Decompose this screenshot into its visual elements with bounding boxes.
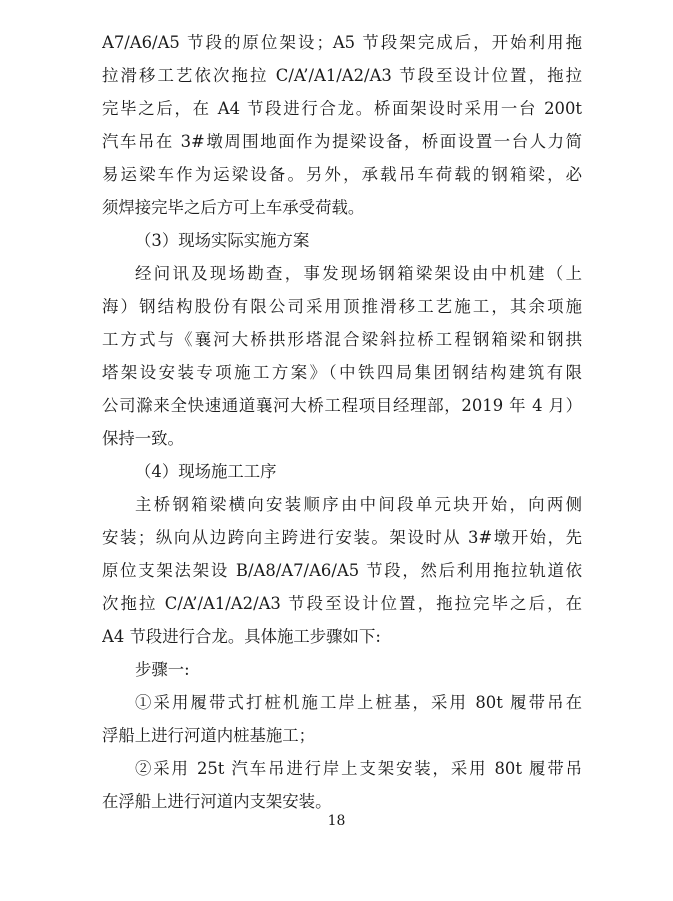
paragraph-line: 次拖拉 C/A’/A1/A2/A3 节段至设计位置，拖拉完毕之后，在 — [102, 594, 582, 613]
paragraph-line: 易运梁车作为运梁设备。另外，承载吊车荷载的钢箱梁，必 — [102, 165, 582, 184]
step-heading: 步骤一: — [135, 660, 190, 679]
paragraph-line: ②采用 25t 汽车吊进行岸上支架安装，采用 80t 履带吊 — [135, 759, 582, 778]
paragraph-line: 在浮船上进行河道内支架安装。 — [102, 792, 332, 811]
paragraph-line: 拉滑移工艺依次拖拉 C/A’/A1/A2/A3 节段至设计位置，拖拉 — [102, 66, 582, 85]
paragraph-line: ①采用履带式打桩机施工岸上桩基，采用 80t 履带吊在 — [135, 693, 582, 712]
section-heading: （3）现场实际实施方案 — [135, 231, 310, 250]
paragraph-line: 塔架设安装专项施工方案》（中铁四局集团钢结构建筑有限 — [102, 363, 582, 382]
section-heading: （4）现场施工工序 — [135, 462, 277, 481]
paragraph-line: A4 节段进行合龙。具体施工步骤如下: — [102, 627, 381, 646]
paragraph-line: 原位支架法架设 B/A8/A7/A6/A5 节段，然后利用拖拉轨道依 — [102, 561, 582, 580]
paragraph-line: 安装；纵向从边跨向主跨进行安装。架设时从 3#墩开始，先 — [102, 528, 582, 547]
paragraph-line: 浮船上进行河道内桩基施工； — [102, 726, 316, 745]
paragraph-line: A7/A6/A5 节段的原位架设；A5 节段架完成后，开始利用拖 — [102, 33, 582, 52]
paragraph-line: 工方式与《襄河大桥拱形塔混合梁斜拉桥工程钢箱梁和钢拱 — [102, 330, 582, 349]
paragraph-line: 保持一致。 — [102, 429, 184, 448]
paragraph-line: 汽车吊在 3#墩周围地面作为提梁设备，桥面设置一台人力简 — [102, 132, 582, 151]
paragraph-line: 海）钢结构股份有限公司采用顶推滑移工艺施工，其余项施 — [102, 297, 582, 316]
paragraph-line: 须焊接完毕之后方可上车承受荷载。 — [102, 198, 365, 217]
paragraph-line: 主桥钢箱梁横向安装顺序由中间段单元块开始，向两侧 — [135, 495, 582, 514]
paragraph-line: 完毕之后，在 A4 节段进行合龙。桥面架设时采用一台 200t — [102, 99, 582, 118]
paragraph-line: 公司滁来全快速通道襄河大桥工程项目经理部，2019 年 4 月） — [102, 396, 582, 415]
paragraph-line: 经问讯及现场勘查，事发现场钢箱梁架设由中机建（上 — [135, 264, 582, 283]
body-text — [102, 26, 582, 818]
page-number: 18 — [327, 813, 346, 829]
